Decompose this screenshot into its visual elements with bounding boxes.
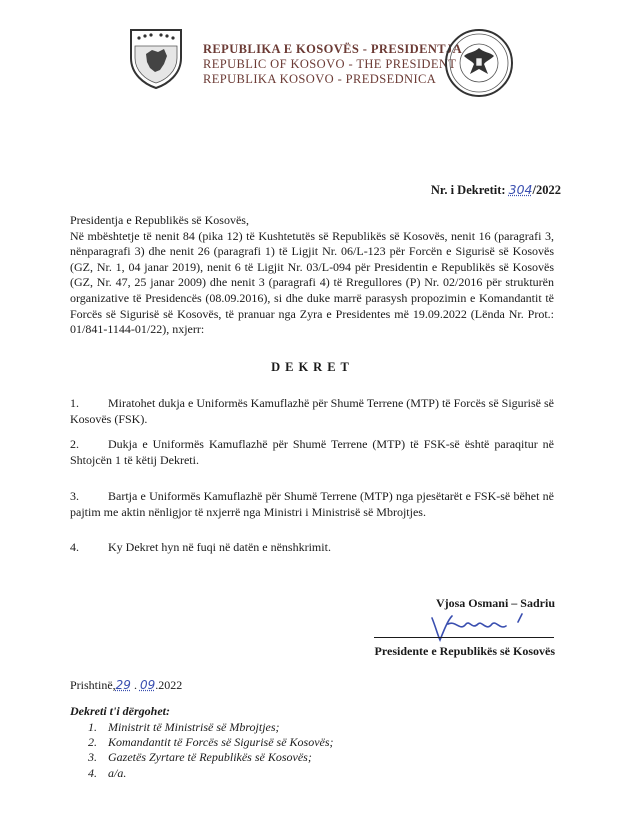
place-city: Prishtinë, — [70, 678, 116, 692]
article-text: Bartja e Uniformës Kamuflazhë për Shumë Terrene (MTP) nga pjesëtarët e FSK-së bëhet në pajtim me aktin nënligjor të nxjerrë nga Ministri i Ministrisë së Mbrojtjes. — [70, 489, 554, 519]
intro-legal-basis: Në mbështetje të nenit 84 (pika 12) të Kushtetutës së Republikës së Kosovës, nenit 16 (paragrafi 3, nënparagrafi 3) dhe nenit 26 (paragrafi 1) të Ligjit Nr. 06/L-123 për Forcën e Sigurisë së Kosovës (GZ, Nr. 1, 04 janar 2019), nenit 6 të Ligjit Nr. 03/L-094 për Presidentin e Republikës së Kosovës (GZ, Nr. 47, 25 janar 2009) dhe nenit 3 (paragrafi 4) të Rregullores (P) Nr. 02/2016 për strukturën organizative të Presidencës (08.09.2016), si dhe duke marrë parasysh propozimin e Komandantit të Forcës së Sigurisë së Kosovës, të pranuar nga Zyra e Presidentes më 19.09.2022 (Lënda Nr. Prot.: 01/841-1144-01/22), nxjerr: — [70, 228, 554, 337]
distribution-item-text: Komandantit të Forcës së Sigurisë së Kosovës; — [108, 735, 334, 749]
distribution-item — [88, 766, 126, 781]
distribution-item-number: 4. — [88, 766, 97, 780]
distribution-item-text: Gazetës Zyrtare të Republikës së Kosovës; — [108, 750, 312, 764]
document-title: DEKRET — [271, 360, 354, 374]
handwritten-signature — [426, 610, 536, 646]
distribution-item-number: 3. — [88, 750, 97, 764]
article-number: 4. — [70, 540, 79, 554]
distribution-item — [88, 750, 312, 765]
header-line-serbian: REPUBLIKA KOSOVO - PREDSEDNICA — [203, 72, 437, 86]
header-line-english: REPUBLIC OF KOSOVO - THE PRESIDENT — [203, 57, 457, 71]
signature-line — [374, 637, 554, 638]
date-year: .2022 — [155, 678, 183, 692]
article-text: Dukja e Uniformës Kamuflazhë për Shumë Terrene (MTP) të FSK-së është paraqitur në Shtojcën 1 të këtij Dekreti. — [70, 437, 554, 467]
distribution-heading: Dekreti t'i dërgohet: — [70, 704, 170, 718]
distribution-item-text: Ministrit të Ministrisë së Mbrojtjes; — [108, 720, 280, 734]
decree-number-prefix: Nr. i Dekretit: — [430, 183, 509, 197]
article-1 — [70, 396, 554, 427]
article-4 — [70, 540, 554, 556]
signer-name: Vjosa Osmani – Sadriu — [435, 596, 555, 610]
article-number: 1. — [70, 396, 79, 410]
article-text: Miratohet dukja e Uniformës Kamuflazhë për Shumë Terrene (MTP) të Forcës së Sigurisë së Kosovës (FSK). — [70, 396, 554, 426]
decree-number-handwritten: 304 — [508, 182, 533, 197]
article-text: Ky Dekret hyn në fuqi në datën e nënshkrimit. — [108, 540, 331, 554]
presidential-seal-icon — [444, 28, 514, 98]
header-line-albanian: REPUBLIKA E KOSOVËS - PRESIDENTJA — [203, 42, 463, 56]
distribution-item-text: a/a. — [108, 766, 127, 780]
distribution-item-number: 2. — [88, 735, 97, 749]
place-and-date: Prishtinë,29 . 09.2022 — [70, 678, 183, 692]
signer-title: Presidente e Republikës së Kosovës — [374, 644, 555, 658]
article-number: 3. — [70, 489, 79, 503]
article-2 — [70, 437, 554, 468]
date-day-handwritten: 29 — [115, 678, 131, 692]
article-3 — [70, 489, 554, 520]
article-number: 2. — [70, 437, 79, 451]
distribution-item — [88, 720, 280, 735]
distribution-item — [88, 735, 334, 750]
decree-number-suffix: /2022 — [532, 183, 561, 197]
kosovo-coat-of-arms-icon — [128, 28, 184, 90]
intro-addressee: Presidentja e Republikës së Kosovës, — [70, 213, 249, 227]
date-month-handwritten: 09 — [139, 678, 156, 692]
intro-paragraph — [70, 213, 554, 338]
distribution-item-number: 1. — [88, 720, 97, 734]
decree-number — [431, 182, 561, 198]
